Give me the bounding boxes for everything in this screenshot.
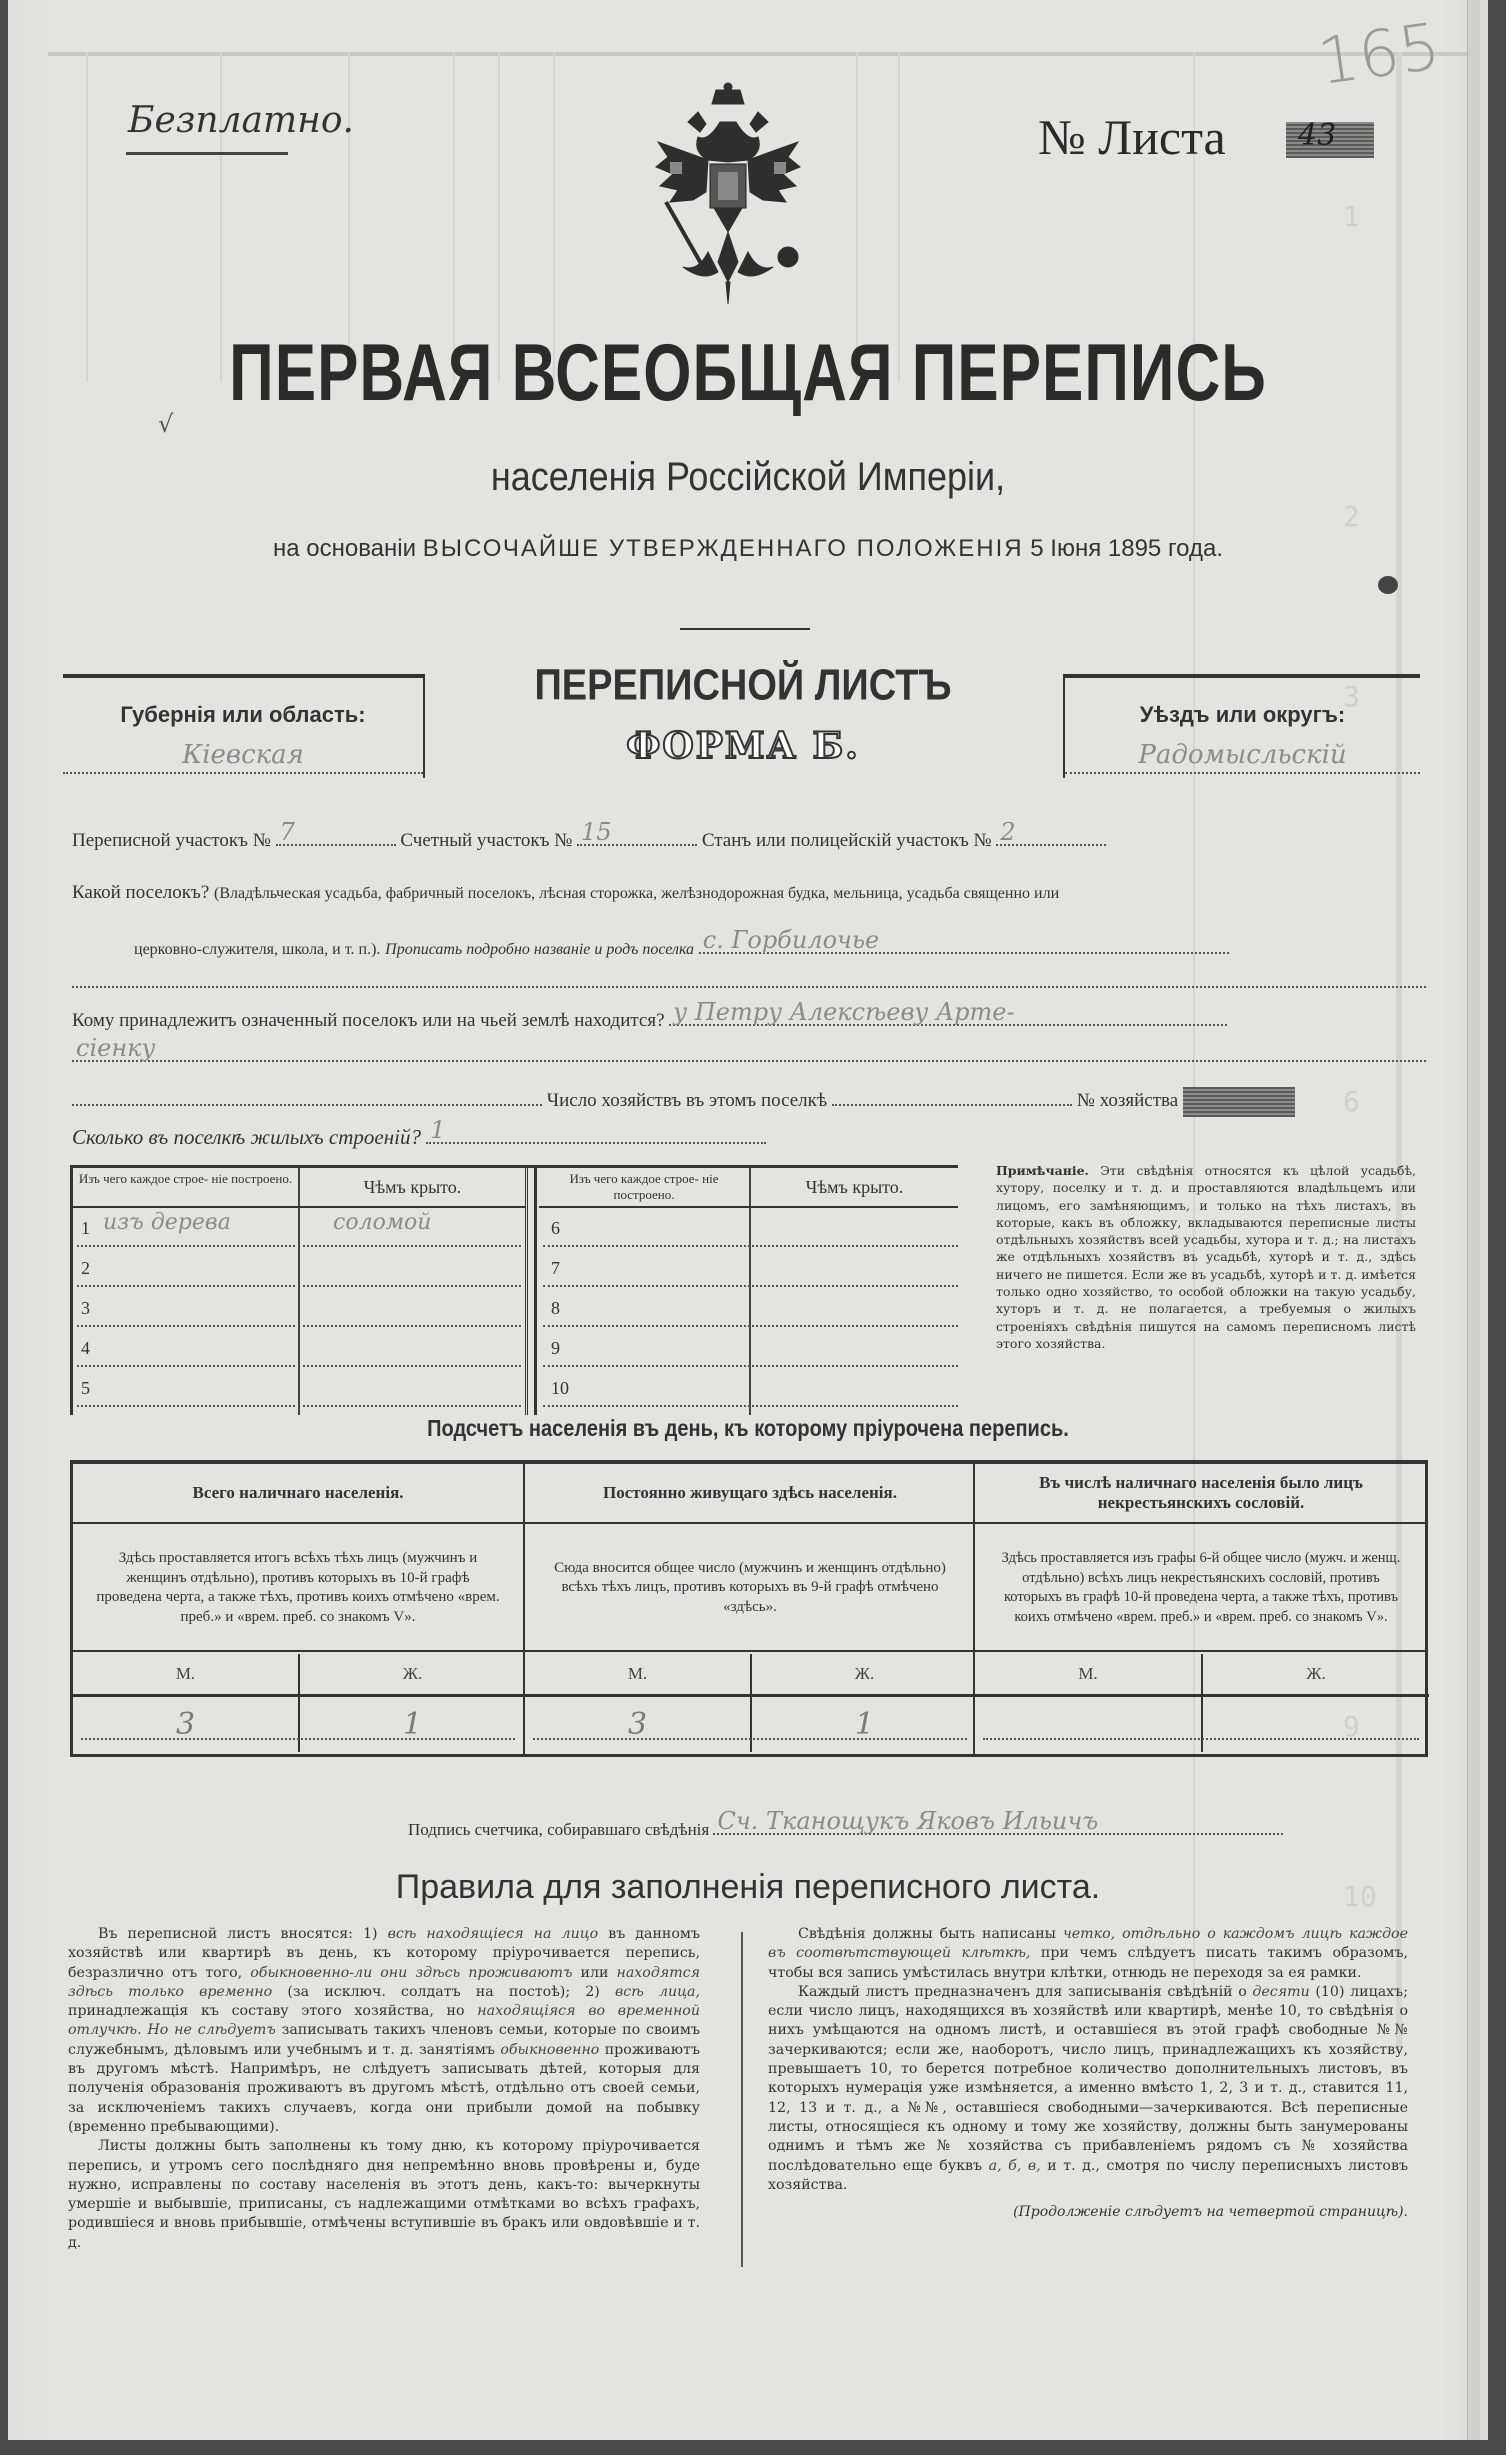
census-legal-basis <box>8 535 1488 563</box>
row-dotted-line <box>303 1285 521 1287</box>
count-district-value: 15 <box>581 818 612 846</box>
rules-emphasis: четко, отдѣльно о каждомъ лицѣ каждое въ соотвѣтствующей клѣткѣ, <box>768 1926 1408 1962</box>
note-label: Примѣчаніе. <box>996 1163 1089 1178</box>
value-dotted-line <box>81 1738 515 1740</box>
census-subtitle: населенія Россійской Имперіи, <box>490 455 1006 499</box>
row-dotted-line <box>543 1365 958 1367</box>
buildings-note <box>996 1162 1416 1352</box>
rules-text: (10) лицахъ; если число лицъ, находящихся въ хозяйствѣ или квартирѣ, менѣе 10, то свѣдѣнія о нихъ умѣщаются на одномъ листѣ, и оставшіеся въ этой графѣ свободные №№ зачеркиваются; если же, наоборотъ, число лицъ, принадлежащихъ къ хозяйству, превышаетъ 10, то берется потребное количество дополнительныхъ листовъ, въ которыхъ нумерація уже измѣняется, а именно вмѣсто 1, 2, 3 и т. д., ставится 11, 12, 13 и т. д., а №№, оставшіеся свободными—зачеркиваются. Всѣ переписные листы, относящіеся къ одному и тому же хозяйству, должны быть занумерованы однимъ и тѣмъ же № хозяйства съ прибавленіемъ рядомъ съ № хозяйства послѣдовательно еще буквъ <box>768 1983 1408 2174</box>
building-row-number: 9 <box>551 1338 560 1358</box>
row-dotted-line <box>543 1405 958 1407</box>
province-label: Губернія или область: <box>120 702 366 727</box>
rules-emphasis: всѣ находящіеся на лицо <box>387 1926 599 1942</box>
male-label: М. <box>975 1654 1201 1697</box>
rules-emphasis: а, б, в, <box>988 2157 1041 2174</box>
row-dotted-line <box>303 1405 521 1407</box>
bleed-through-row-number: 10 <box>1343 1880 1377 1913</box>
building-row-number: 3 <box>81 1298 90 1318</box>
form-type: ФОРМА Б. <box>626 725 860 767</box>
owner-row-2 <box>72 1034 1426 1068</box>
district-box <box>1063 674 1420 778</box>
imperial-eagle-icon <box>648 82 808 307</box>
row-dotted-line <box>543 1325 958 1327</box>
legal-basis-caps: ВЫСОЧАЙШЕ УТВЕРЖДЕННАГО ПОЛОЖЕНІЯ <box>422 535 1024 562</box>
permanent-residents-female-value[interactable]: 1 <box>750 1697 977 1752</box>
building-row <box>73 1288 958 1327</box>
rules-text: Въ переписной листъ вносятся: 1) <box>98 1926 388 1942</box>
material-column-header-right: Изъ чего каждое строе- ніе построено. <box>569 1171 719 1202</box>
legal-basis-date: 5 Іюня 1895 года. <box>1030 535 1224 562</box>
bleed-through-row-number: 1 <box>1343 200 1360 233</box>
non-peasant-header: Въ числѣ наличнаго населенія было лицъ некрестьянскихъ сословій. <box>975 1464 1427 1524</box>
buildings-count-field[interactable] <box>426 1116 766 1144</box>
value-dotted-line <box>983 1738 1419 1740</box>
row-dotted-line <box>303 1245 521 1247</box>
value-dotted-line <box>533 1738 967 1740</box>
non-peasant-female-value[interactable] <box>1201 1697 1429 1752</box>
rules-paragraph <box>768 1925 1408 1983</box>
building-row <box>73 1208 958 1247</box>
rules-left-column <box>68 1925 700 2253</box>
owner-field-continued[interactable] <box>72 1034 1426 1062</box>
households-label: Число хозяйствъ въ этомъ поселкѣ <box>546 1090 828 1111</box>
total-present-column <box>73 1464 523 1754</box>
building-row-number: 4 <box>81 1338 90 1358</box>
signature-field[interactable] <box>713 1807 1283 1835</box>
roof-column-header: Чѣмъ крыто. <box>363 1177 462 1197</box>
title-divider <box>680 628 810 630</box>
non-peasant-description: Здѣсь проставляется изъ графы 6-й общее число (мужч. и женщ. отдѣльно) всѣхъ лицъ некрестьянскихъ сословій, противъ которыхъ въ графѣ 10-й проведена черта, а также тѣхъ, противъ коихъ отмѣчено «врем. преб.» и «врем. преб. со знакомъ V». <box>975 1526 1427 1652</box>
permanent-residents-header: Постоянно живущаго здѣсь населенія. <box>525 1464 975 1524</box>
buildings-table <box>70 1165 958 1415</box>
rules-text: Свѣдѣнія должны быть написаны <box>798 1926 1063 1942</box>
rules-emphasis: находятся здѣсь только временно <box>68 1964 701 2000</box>
police-district-label: Станъ или полицейскій участокъ № <box>701 830 992 851</box>
settlement-hint-2: церковно-служителя, школа, и т. п.). <box>134 941 381 958</box>
rules-paragraph: Листы должны быть заполнены къ тому дню, къ которому пріурочивается перепись, и утромъ сего послѣдняго дня непремѣнно вновь провѣрены и, буде нужно, исправлены по составу населенія въ этотъ день, какъ-то: вычеркнуты умершіе и выбывшіе, приписаны, съ надлежащими отмѣтками во всѣхъ графахъ, родившіеся и вновь прибывшіе, отмѣчены вступившіе въ бракъ или овдовѣвшіе и т. д. <box>68 2138 700 2251</box>
rules-text: Каждый листъ предназначенъ для записыванія свѣдѣній о <box>798 1983 1253 2000</box>
building-row-number: 6 <box>551 1218 560 1238</box>
row-dotted-line <box>77 1245 295 1247</box>
form-title: ПЕРЕПИСНОЙ ЛИСТЪ <box>534 661 952 711</box>
total-present-female-value[interactable]: 1 <box>298 1697 525 1752</box>
non-peasant-column <box>973 1464 1427 1754</box>
settlement-row <box>72 882 1059 904</box>
check-mark: √ <box>158 410 174 438</box>
rules-emphasis: всѣ лица, <box>615 1983 700 2000</box>
total-present-description: Здѣсь проставляется итогъ всѣхъ тѣхъ лицъ (мужчинъ и женщинъ отдѣльно), противъ которыхъ въ 10-й графѣ проведена черта, а также тѣхъ, противъ коихъ отмѣчено «врем. преб.» и «врем. преб. со знакомъ V». <box>73 1526 523 1652</box>
roof-column-header-right: Чѣмъ крыто. <box>805 1177 904 1197</box>
building-row-number: 1 <box>81 1218 90 1238</box>
total-present-header: Всего наличнаго населенія. <box>73 1464 523 1524</box>
female-label: Ж. <box>1201 1654 1429 1697</box>
building-row <box>73 1368 958 1407</box>
row-dotted-line <box>77 1325 295 1327</box>
province-value[interactable]: Кіевская <box>182 740 304 770</box>
rules-emphasis: десяти <box>1252 1983 1310 2000</box>
building-row <box>73 1248 958 1287</box>
sheet-number-value: 43 <box>1298 118 1337 153</box>
permanent-residents-description: Сюда вносится общее число (мужчинъ и женщинъ отдѣльно) всѣхъ тѣхъ лицъ, противъ которыхъ въ 9-й графѣ отмѣчено «здѣсь». <box>525 1526 975 1652</box>
female-label: Ж. <box>750 1654 977 1697</box>
rules-title: Правила для заполненія переписного листа. <box>395 1868 1101 1906</box>
building-row-number: 2 <box>81 1258 90 1278</box>
rules-column-divider <box>741 1932 743 2267</box>
population-count-table <box>70 1460 1428 1757</box>
sheet-number-label: № Листа <box>1038 109 1226 165</box>
building-row-number: 8 <box>551 1298 560 1318</box>
rules-text: (за исключ. солдатъ на постоѣ); 2) <box>272 1983 616 2000</box>
household-number-stamp <box>1183 1087 1295 1117</box>
bleed-through-row-number: 9 <box>1343 1710 1360 1743</box>
rules-text: принадлежащія къ составу этого хозяйства, но <box>68 2003 478 2020</box>
police-district-field[interactable] <box>996 818 1106 846</box>
rules-emphasis: обыкновенно <box>500 2041 600 2058</box>
household-number-label: № хозяйства <box>1076 1090 1179 1111</box>
free-label-underline <box>126 152 288 155</box>
material-column-header: Изъ чего каждое строе- ніе построено. <box>78 1171 293 1186</box>
continued-note: (Продолженіе слѣдуетъ на четвертой страницѣ). <box>1013 2204 1408 2221</box>
settlement-value: с. Горбилочье <box>702 926 880 954</box>
buildings-count-row <box>72 1116 766 1150</box>
row-dotted-line <box>303 1325 521 1327</box>
free-of-charge-label: Безплатно. <box>128 100 354 141</box>
female-label: Ж. <box>298 1654 525 1697</box>
count-district-field[interactable] <box>577 818 697 846</box>
settlement-continuation-line <box>72 986 1426 988</box>
building-row-number: 10 <box>551 1378 569 1398</box>
permanent-residents-male-value[interactable]: 3 <box>627 1707 648 1742</box>
census-title: ПЕРВАЯ ВСЕОБЩАЯ ПЕРЕПИСЬ <box>229 328 1267 419</box>
signature-value: Сч. Тканощукъ Яковъ Ильичъ <box>717 1807 1099 1835</box>
settlement-field[interactable] <box>699 926 1229 954</box>
male-label: М. <box>73 1654 298 1697</box>
rules-text: проживаютъ въ другомъ мѣстѣ. Напримѣръ, не слѣдуетъ записывать дѣтей, которыя для полученія образованія проживаютъ въ другомъ мѣстѣ, отдѣльно отъ своей семьи, за исключеніемъ такихъ случаевъ, когда они прибыли домой на побывку (временно пребывающими). <box>68 2041 700 2135</box>
rules-emphasis: находящіяся во временной отлучкѣ. Но не слѣдуетъ <box>68 2003 700 2039</box>
permanent-residents-column <box>523 1464 975 1754</box>
district-label: Уѣздъ или округъ: <box>1139 702 1346 727</box>
enumerator-signature-row <box>408 1807 1283 1840</box>
rules-paragraph <box>768 1983 1408 2195</box>
province-dotted-line <box>63 772 423 774</box>
legal-basis-prefix: на основаніи <box>272 535 417 562</box>
row-dotted-line <box>77 1285 295 1287</box>
census-district-value: 7 <box>279 818 295 846</box>
male-label: М. <box>525 1654 750 1697</box>
note-text: Эти свѣдѣнія относятся къ цѣлой усадьбѣ, хутору, поселку и т. д. и проставляются владѣльцемъ или лицомъ, его замѣняющимъ, и только на тѣхъ листахъ, въ которые, какъ въ обложку, вкладываются переписные листы отдѣльныхъ хозяйствъ всей усадьбы, хутора и т. д.; на листахъ же отдѣльныхъ хозяйствъ въ усадьбѣ, хуторѣ и т. д., здѣсь ничего не пишется. Если же въ усадьбѣ, хуторѣ и т. д. имѣется только одно хозяйство, то особой обложки на такую усадьбу, хуторъ и т. д. не полагается, а требуемыя о жилыхъ строеніяхъ свѣдѣнія пишутся на самомъ переписномъ листѣ этого хозяйства. <box>996 1163 1416 1351</box>
owner-field[interactable] <box>669 998 1227 1026</box>
owner-row <box>72 998 1227 1032</box>
building-row-number: 7 <box>551 1258 560 1278</box>
count-district-label: Счетный участокъ № <box>400 830 573 851</box>
signature-label: Подпись счетчика, собиравшаго свѣдѣнія <box>408 1820 710 1839</box>
row-dotted-line <box>77 1365 295 1367</box>
page-edge <box>1467 0 1480 2440</box>
row-dotted-line <box>543 1285 958 1287</box>
census-district-field[interactable] <box>276 818 396 846</box>
bleed-through-row-number: 2 <box>1343 500 1360 533</box>
households-leading-line <box>72 1086 542 1106</box>
rules-text: въ данномъ хозяйствѣ или квартирѣ въ день, къ которому пріурочивается перепись, безразлично отъ того, <box>68 1926 700 1981</box>
settlement-label: Какой поселокъ? <box>72 882 210 903</box>
bleed-through-row-number: 3 <box>1343 680 1360 713</box>
owner-label: Кому принадлежитъ означенный поселокъ или на чьей землѣ находится? <box>72 1010 665 1031</box>
owner-value: у Петру Алексѣеву Арте- <box>673 998 1015 1026</box>
rules-text: и т. д., смотря по числу переписныхъ листовъ хозяйства. <box>768 2157 1408 2193</box>
row-dotted-line <box>77 1405 295 1407</box>
total-present-male-value[interactable]: 3 <box>175 1707 196 1742</box>
district-numbers-row <box>72 818 1106 852</box>
owner-value-continued: сіенку <box>76 1034 156 1062</box>
census-sheet-page <box>8 0 1488 2440</box>
rules-emphasis: обыкновенно-ли они здѣсь проживаютъ <box>250 1964 573 1981</box>
bleed-through-row-number: 6 <box>1343 1085 1360 1118</box>
police-district-value: 2 <box>1000 818 1016 846</box>
census-district-label: Переписной участокъ № <box>72 830 271 851</box>
rules-text: при чемъ слѣдуетъ писать такимъ образомъ, чтобы вся запись умѣстилась внутри клѣтки, отнюдь не переходя за ея рамки. <box>768 1945 1408 1981</box>
non-peasant-male-value[interactable] <box>975 1697 1201 1752</box>
building-row <box>73 1328 958 1367</box>
households-row <box>72 1086 1295 1117</box>
building-material-value[interactable]: изъ дерева <box>103 1210 231 1235</box>
district-dotted-line <box>1065 772 1420 774</box>
buildings-count-value: 1 <box>430 1116 446 1144</box>
rules-right-column <box>768 1925 1408 2222</box>
settlement-hint-italic: Прописать подробно названіе и родъ поселка <box>385 941 695 958</box>
building-roof-value[interactable]: соломой <box>333 1210 432 1235</box>
row-dotted-line <box>303 1365 521 1367</box>
settlement-row-2 <box>134 926 1229 960</box>
province-box <box>63 674 425 778</box>
building-row-number: 5 <box>81 1378 90 1398</box>
rules-paragraph <box>68 1925 700 2137</box>
rules-text: записывать такихъ членовъ семьи, которые по своимъ служебнымъ, дѣловымъ или учебнымъ и т. д. занятіямъ <box>68 2022 700 2058</box>
population-count-title: Подсчетъ населенія въ день, къ которому пріурочена перепись. <box>427 1416 1069 1442</box>
buildings-count-label: Сколько въ поселкѣ жилыхъ строеній? <box>72 1125 421 1149</box>
row-dotted-line <box>543 1245 958 1247</box>
ink-blot <box>1378 576 1398 594</box>
settlement-hint: (Владѣльческая усадьба, фабричный поселокъ, лѣсная сторожка, желѣзнодорожная будка, мельница, усадьба священно или <box>214 885 1060 902</box>
households-field[interactable] <box>832 1086 1072 1106</box>
rules-text: или <box>572 1964 617 1981</box>
bleed-through-rule <box>48 52 1468 56</box>
archive-folio-number: 165 <box>1313 9 1445 101</box>
district-value[interactable]: Радомысльскій <box>1138 740 1347 770</box>
